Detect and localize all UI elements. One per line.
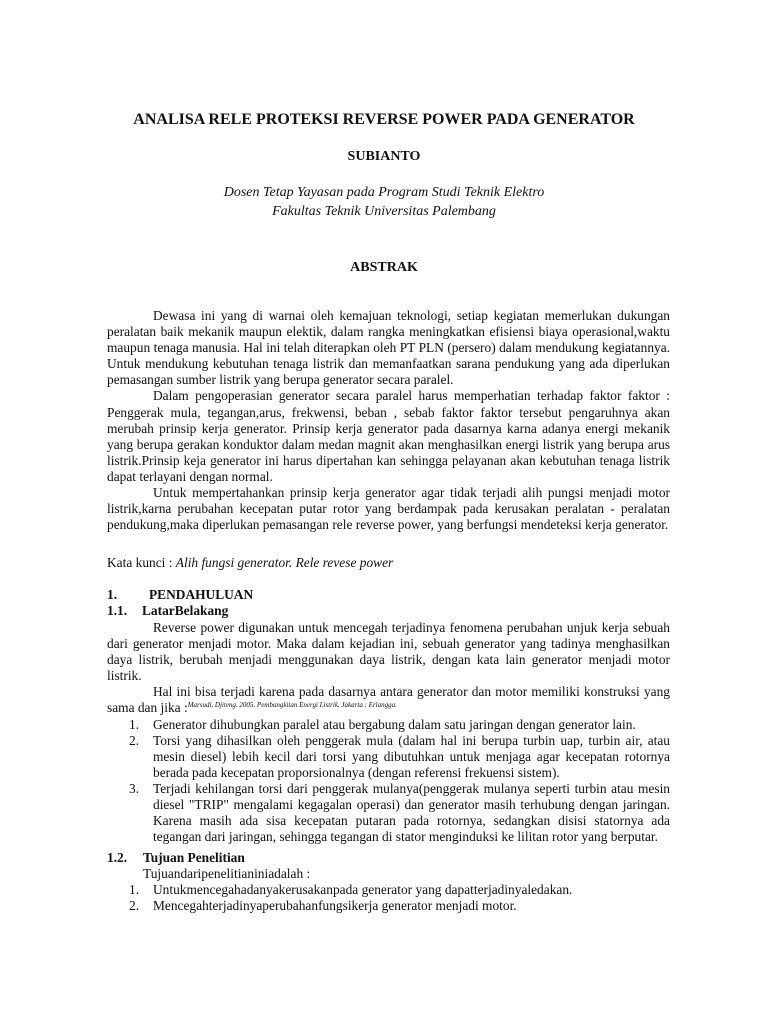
list-number: 2. xyxy=(129,732,140,748)
section-title: PENDAHULUAN xyxy=(149,587,254,602)
keywords-text: Alih fungsi generator. Rele revese power xyxy=(175,555,394,570)
section-body xyxy=(107,620,670,845)
abstract-heading: ABSTRAK xyxy=(350,260,418,275)
section-heading xyxy=(107,587,253,603)
subsection-heading xyxy=(107,603,228,619)
subsection-title: LatarBelakang xyxy=(142,603,229,618)
author-affiliation xyxy=(0,183,768,221)
list-number: 3. xyxy=(129,780,140,796)
list-number: 2. xyxy=(129,898,140,914)
list-number: 1. xyxy=(129,716,140,732)
body-text: Hal ini bisa terjadi karena pada dasarnya antara generator dan motor memiliki konstruksi yang sama dan jika : xyxy=(107,684,670,716)
affiliation-line: Dosen Tetap Yayasan pada Program Studi Teknik Elektro xyxy=(223,185,545,200)
subsection-heading xyxy=(107,850,245,866)
keywords-label: Kata kunci : xyxy=(107,555,176,570)
list-number: 1. xyxy=(129,882,140,898)
abstract-body xyxy=(107,308,670,533)
list-item xyxy=(107,717,670,733)
list-text: Generator dihubungkan paralel atau bergabung dalam satu jaringan dengan generator lain. xyxy=(153,716,636,732)
subsection-title: Tujuan Penelitian xyxy=(143,850,245,865)
abstract-paragraph: Dalam pengoperasian generator secara paralel harus memperhatian terhadap faktor faktor : Penggerak mula, tegangan,arus, frekwensi, beban , sebab faktor faktor tersebut pengaruhnya akan merubah prinsip kerja generator. Prinsip kerja generator pada dasarnya karna adanya energi mekanik yang berupa gerakan konduktor dalam medan magnit akan menghasilkan energi listrik yang berupa arus listrik.Prinsip keja generator ini harus dipertahan kan sehingga pelayanan akan kebutuhan tenaga listrik dapat terlayani dengan normal. xyxy=(107,388,670,484)
affiliation-line: Fakultas Teknik Universitas Palembang xyxy=(272,204,496,219)
subsection-number: 1.2. xyxy=(107,850,128,865)
author-name: SUBIANTO xyxy=(347,149,421,164)
abstract-paragraph: Dewasa ini yang di warnai oleh kemajuan teknologi, setiap kegiatan memerlukan dukungan peralatan baik mekanik maupun elektik, dalam rangka meningkatkan efisiensi biaya operasional,waktu maupun tenaga manusia. Hal ini telah diterapkan oleh PT PLN (persero) dalam mendukung kegiatannya. Untuk mendukung kebutuhan tenaga listrik dan memanfaatkan sarana pendukung yang ada diperlukan pemasangan sumber listrik yang berupa generator secara paralel. xyxy=(107,308,670,388)
list-text: Terjadi kehilangan torsi dari penggerak mulanya(penggerak mulanya seperti turbin atau mesin diesel "TRIP" mengalami kegagalan operasi) dan generator masih terhubung dengan jaringan. Karena masih ada sisa kecepatan putaran pada rotornya, sedangkan disisi statornya ada tegangan dari jaringan, sehingga tegangan di stator menginduksi ke lilitan rotor yang berputar. xyxy=(153,780,670,845)
section-body xyxy=(107,866,670,914)
list-item xyxy=(107,733,670,781)
body-paragraph: Reverse power digunakan untuk mencegah terjadinya fenomena perubahan unjuk kerja sebuah dari generator menjadi motor. Maka dalam kejadian ini, sebuah generator yang tadinya menghasilkan daya listrik, berubah menjadi menggunakan daya listrik, dengan kata lain generator menjadi motor listrik. xyxy=(107,620,670,684)
abstract-paragraph: Untuk mempertahankan prinsip kerja generator agar tidak terjadi alih pungsi menjadi motor listrik,karna perubahan kecepatan putar rotor yang berdampak pada kerusakan peralatan - peralatan pendukung,maka diperlukan pemasangan rele reverse power, yang berfungsi mendeteksi kerja generator. xyxy=(107,485,670,533)
subsection-number: 1.1. xyxy=(107,603,128,618)
section-number: 1. xyxy=(107,587,118,602)
list-text: Mencegahterjadinyaperubahanfungsikerja generator menjadi motor. xyxy=(153,898,517,914)
body-paragraph: Tujuandaripenelitianiniadalah : xyxy=(143,866,311,881)
footnote-citation: Marsudi, Djiteng. 2005. Pembangkitan Energi Listrik. Jakarta : Erlangga. xyxy=(187,701,397,710)
paper-title: ANALISA RELE PROTEKSI REVERSE POWER PADA GENERATOR xyxy=(133,111,635,128)
list-text: Torsi yang dihasilkan oleh penggerak mula (dalam hal ini berupa turbin uap, turbin air, atau mesin diesel) lebih kecil dari torsi yang dibutuhkan untuk menjaga agar kecepatan rotornya berada pada kecepatan proporsionalnya (dengan referensi frekuensi sistem). xyxy=(153,732,670,780)
list-text: Untukmencegahadanyakerusakanpada generator yang dapatterjadinyaledakan. xyxy=(153,882,573,898)
list-item xyxy=(107,781,670,845)
list-item xyxy=(107,882,670,898)
numbered-list xyxy=(107,717,670,846)
list-item xyxy=(107,898,670,914)
body-paragraph xyxy=(107,684,670,716)
numbered-list xyxy=(107,882,670,914)
keywords-line xyxy=(107,555,393,571)
